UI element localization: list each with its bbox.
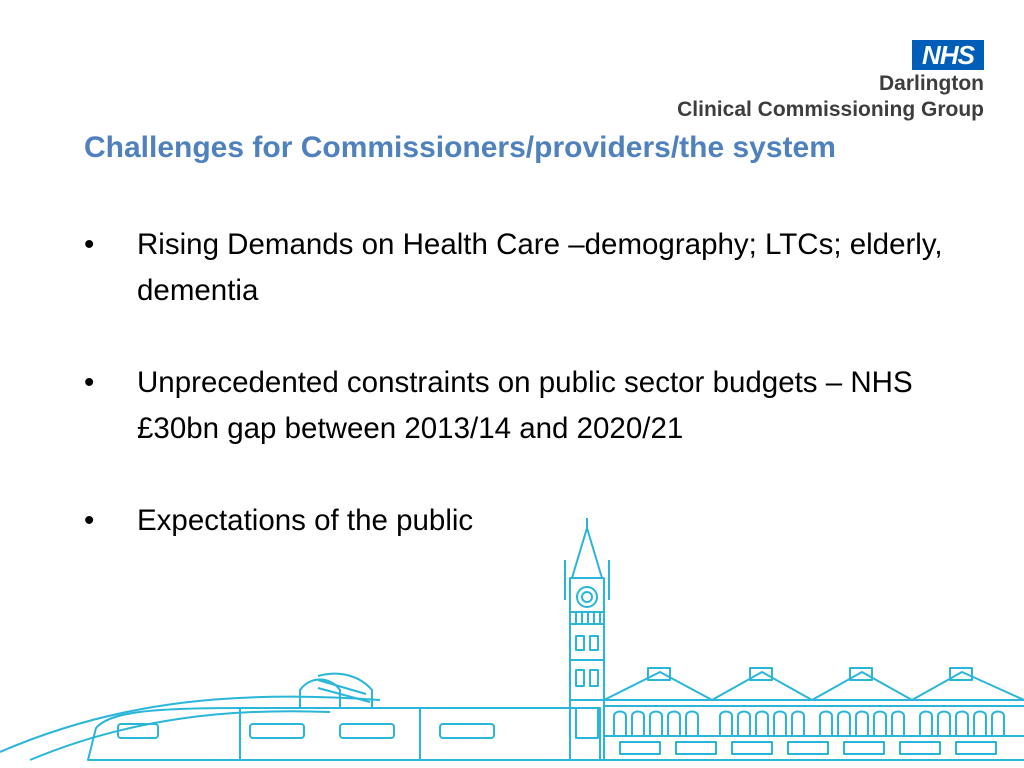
bullet-item xyxy=(84,222,984,314)
bullet-text: Rising Demands on Health Care –demography; LTCs; elderly, dementia xyxy=(137,228,943,307)
organisation-name xyxy=(677,71,984,123)
bullet-marker: • xyxy=(84,228,95,261)
organisation-name-line-2: Clinical Commissioning Group xyxy=(677,98,984,121)
bullet-marker: • xyxy=(84,504,95,537)
bullet-item xyxy=(84,360,984,452)
darlington-skyline-icon xyxy=(0,518,1024,768)
organisation-name-line-1: Darlington xyxy=(879,72,984,95)
slide-title: Challenges for Commissioners/providers/the system xyxy=(84,131,836,164)
nhs-logo xyxy=(644,40,984,130)
bullet-text: Unprecedented constraints on public sector budgets – NHS £30bn gap between 2013/14 and 2020/21 xyxy=(137,366,913,445)
bullet-text: Expectations of the public xyxy=(137,504,474,537)
nhs-logo-mark: NHS xyxy=(912,40,984,70)
bullet-marker: • xyxy=(84,366,95,399)
